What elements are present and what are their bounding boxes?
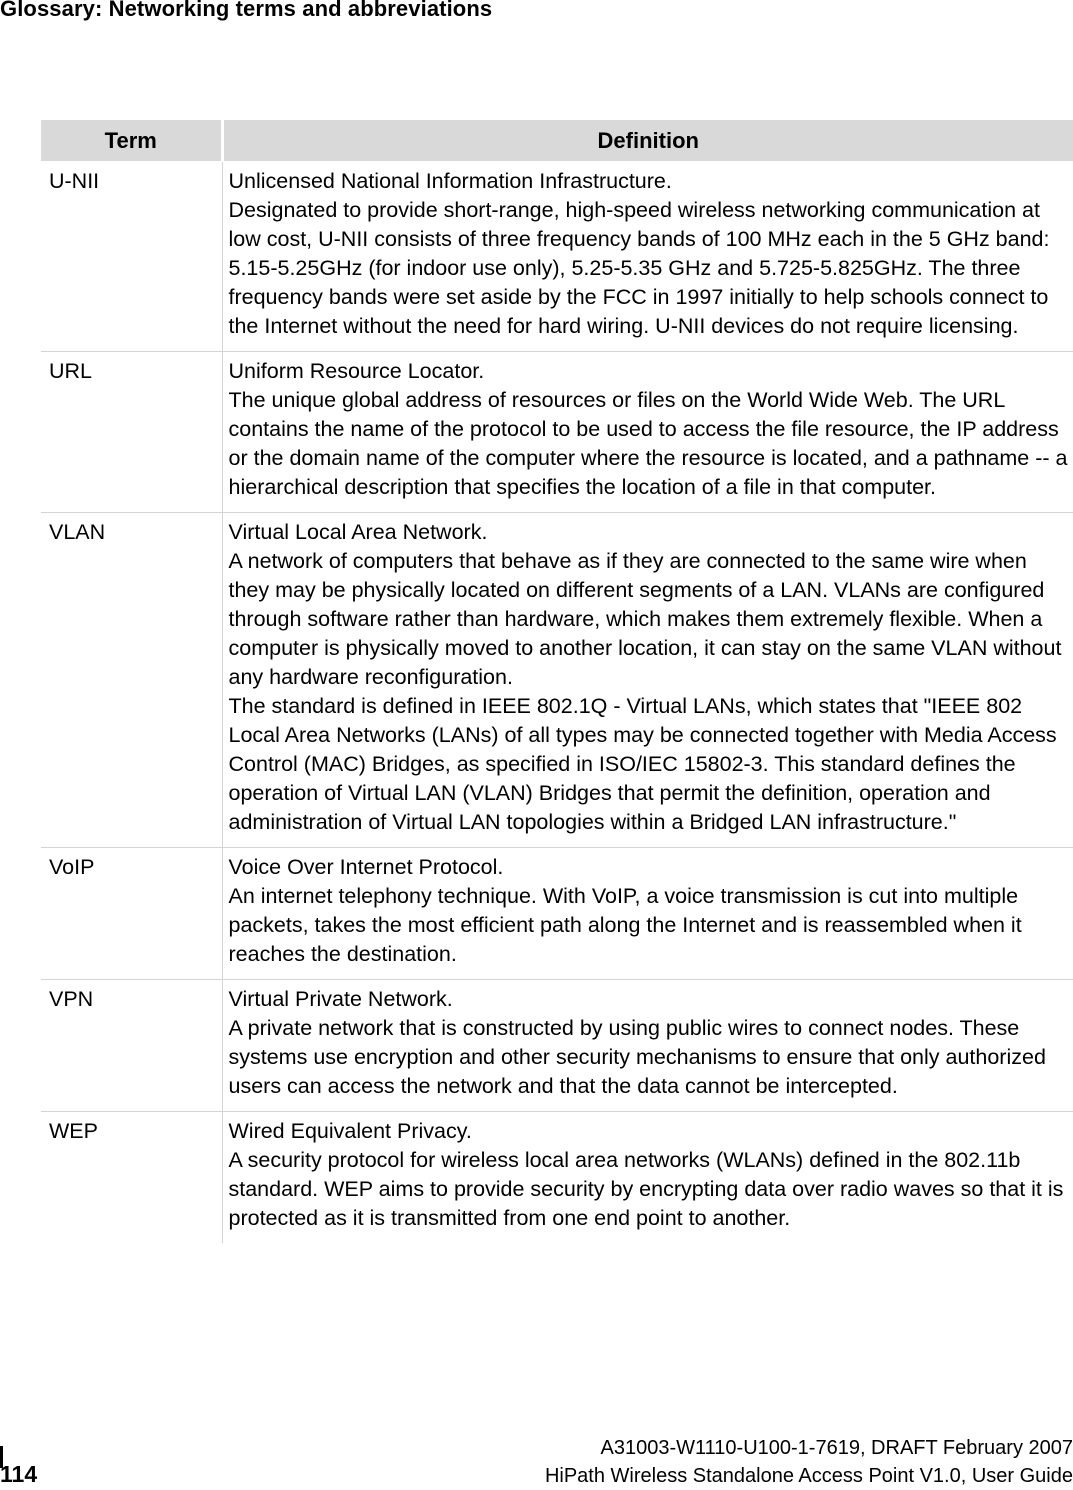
table-row	[41, 513, 1073, 848]
document-id: A31003-W1110-U100-1-7619, DRAFT February 2007	[600, 1437, 1073, 1459]
term-description: A private network that is constructed by using public wires to connect nodes. These systems use encryption and other security mechanisms to ensure that only authorized users can access the network and that the data cannot be intercepted.	[228, 1016, 1046, 1098]
glossary-table	[41, 120, 1073, 1243]
page-title: Glossary: Networking terms and abbreviations	[0, 0, 493, 21]
term-expansion: Uniform Resource Locator.	[228, 359, 485, 383]
term-expansion: Unlicensed National Information Infrastructure.	[228, 169, 672, 193]
definition-cell	[222, 162, 1073, 352]
term-description: Designated to provide short-range, high-speed wireless networking communication at low cost, U-NII consists of three frequency bands of 100 MHz each in the 5 GHz band: 5.15-5.25GHz (for indoor use only), 5.25-5.35 GHz and 5.725-5.825GHz. The three frequency bands were set aside by the FCC in 1997 initially to help schools connect to the Internet without the need for hard wiring. U-NII devices do not require licensing.	[228, 198, 1050, 338]
definition-cell	[222, 848, 1073, 980]
term-cell: URL	[41, 352, 222, 513]
term-description: A network of computers that behave as if they are connected to the same wire when they may be physically located on different segments of a LAN. VLANs are configured through software rather than hardware, which makes them extremely flexible. When a computer is physically moved to another location, it can stay on the same VLAN without any hardware reconfiguration.	[228, 549, 1062, 689]
table-row	[41, 162, 1073, 352]
document-title: HiPath Wireless Standalone Access Point V1.0, User Guide	[544, 1465, 1073, 1487]
table-row	[41, 980, 1073, 1112]
term-expansion: Virtual Private Network.	[228, 987, 453, 1011]
definition-cell	[222, 1112, 1073, 1244]
term-cell: VoIP	[41, 848, 222, 980]
table-row	[41, 848, 1073, 980]
page-number: 114	[0, 1461, 38, 1487]
term-description: An internet telephony technique. With VoIP, a voice transmission is cut into multiple packets, takes the most efficient path along the Internet and is reassembled when it reaches the destination.	[228, 884, 1022, 966]
table-row	[41, 352, 1073, 513]
term-expansion: Voice Over Internet Protocol.	[228, 855, 504, 879]
page-footer	[545, 1434, 1073, 1490]
column-header-term: Term	[41, 120, 222, 162]
column-header-definition: Definition	[222, 120, 1073, 162]
term-expansion: Virtual Local Area Network.	[228, 520, 488, 544]
term-cell: U-NII	[41, 162, 222, 352]
term-cell: VLAN	[41, 513, 222, 848]
definition-cell	[222, 352, 1073, 513]
term-description: A security protocol for wireless local area networks (WLANs) defined in the 802.11b standard. WEP aims to provide security by encrypting data over radio waves so that it is protected as it is transmitted from one end point to another.	[228, 1148, 1064, 1230]
table-row	[41, 1112, 1073, 1244]
definition-cell	[222, 513, 1073, 848]
term-cell: WEP	[49, 1119, 98, 1143]
term-description: The unique global address of resources or files on the World Wide Web. The URL contains the name of the protocol to be used to access the file resource, the IP address or the domain name of the computer where the resource is located, and a pathname -- a hierarchical description that specifies the location of a file in that computer.	[228, 388, 1068, 499]
term-description-continued: The standard is defined in IEEE 802.1Q - Virtual LANs, which states that "IEEE 802 Local Area Networks (LANs) of all types may be connected together with Media Access Control (MAC) Bridges, as specified in ISO/IEC 15802-3. This standard defines the operation of Virtual LAN (VLAN) Bridges that permit the definition, operation and administration of Virtual LAN topologies within a Bridged LAN infrastructure."	[228, 694, 1057, 834]
term-cell: VPN	[41, 980, 222, 1112]
definition-cell	[222, 980, 1073, 1112]
table-header-row	[41, 120, 1073, 162]
term-expansion: Wired Equivalent Privacy.	[228, 1119, 472, 1143]
